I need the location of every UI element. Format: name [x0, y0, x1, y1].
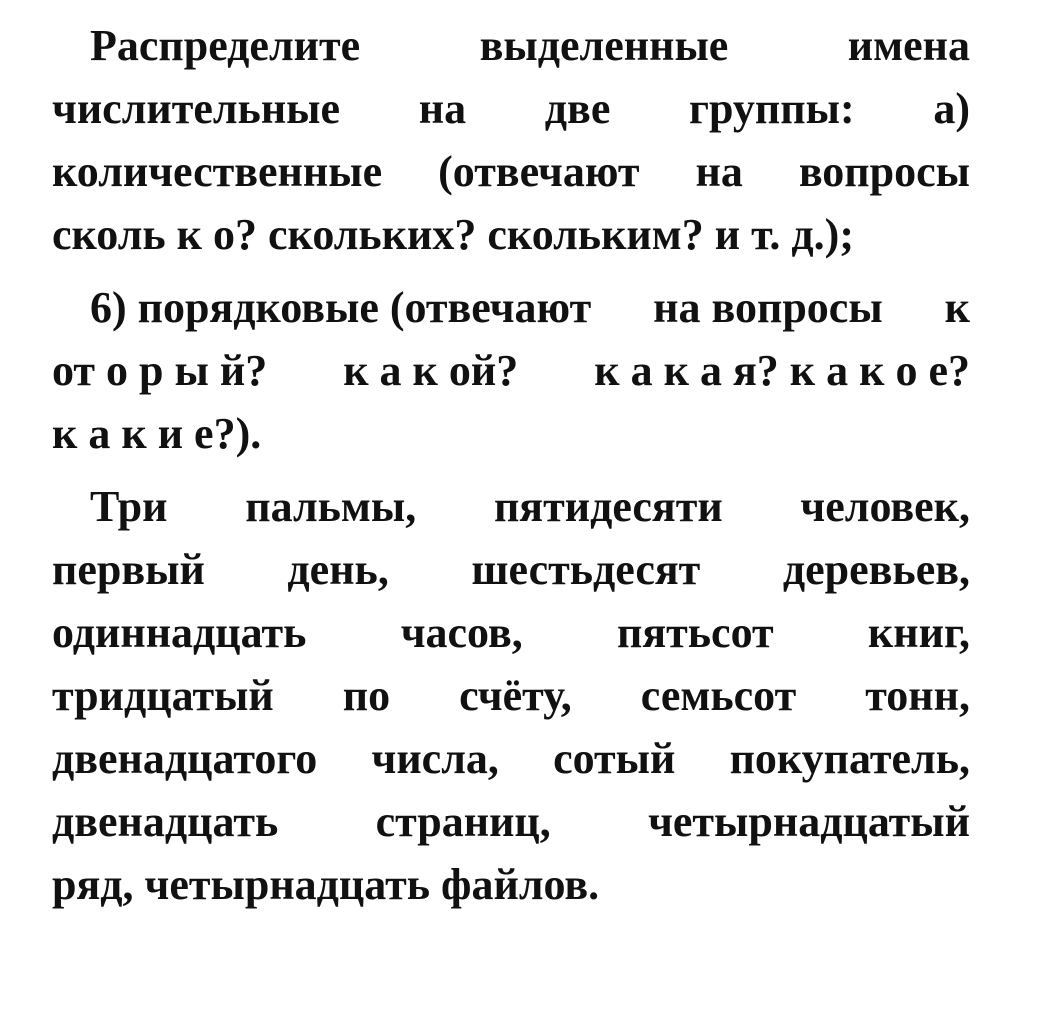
text-line	[52, 203, 970, 266]
word: тонн,	[865, 671, 970, 720]
word: тридцатый	[52, 671, 274, 720]
word: на	[418, 84, 467, 133]
text-line	[52, 664, 970, 727]
word: вопросы	[798, 147, 970, 196]
word: деревьев,	[782, 545, 970, 594]
word: Распределите	[90, 21, 361, 70]
text-line	[52, 339, 970, 402]
word: к	[944, 283, 970, 332]
word: часов,	[400, 608, 523, 657]
paragraph-ordinal	[52, 276, 970, 465]
word: одиннадцать	[52, 608, 307, 657]
word: пятьсот	[617, 608, 774, 657]
text-line	[52, 77, 970, 140]
word: (отвечают	[438, 147, 640, 196]
word: сотый	[553, 734, 676, 783]
word: по	[342, 671, 391, 720]
word: первый	[52, 545, 205, 594]
text-line	[52, 475, 970, 538]
word: шестьдесят	[471, 545, 701, 594]
word: на	[695, 147, 743, 196]
line-text: к а к и е?).	[52, 409, 262, 458]
paragraph-task	[52, 14, 970, 266]
text-line	[52, 790, 970, 853]
word: счёту,	[459, 671, 572, 720]
text-line	[52, 14, 970, 77]
word: группы:	[689, 84, 855, 133]
word: страниц,	[375, 797, 551, 846]
word: количественные	[52, 147, 383, 196]
word: книг,	[867, 608, 970, 657]
word: имена	[847, 21, 970, 70]
text-line	[52, 853, 970, 916]
text-line	[52, 402, 970, 465]
word: а)	[933, 84, 970, 133]
word: день,	[287, 545, 389, 594]
text-line	[52, 601, 970, 664]
word: выделенные	[479, 21, 729, 70]
paragraph-words	[52, 475, 970, 916]
word: к а к ой?	[343, 346, 519, 395]
word: покупатель,	[729, 734, 970, 783]
word: семьсот	[640, 671, 797, 720]
word: две	[544, 84, 611, 133]
word: пятидесяти	[493, 482, 723, 531]
word: 6) порядковые (отвечают	[90, 283, 592, 332]
word: от о р ы й?	[52, 346, 268, 395]
word: к а к а я? к а к о е?	[594, 346, 970, 395]
line-text: ряд, четырнадцать файлов.	[52, 860, 600, 909]
text-line	[52, 727, 970, 790]
text-line	[52, 140, 970, 203]
word: числительные	[52, 84, 341, 133]
word: четырнадцатый	[648, 797, 970, 846]
text-line	[52, 276, 970, 339]
line-text: сколь к о? скольких? скольким? и т. д.);	[52, 210, 854, 259]
word: на вопросы	[653, 283, 883, 332]
word: двенадцать	[52, 797, 279, 846]
text-line	[52, 538, 970, 601]
word: пальмы,	[245, 482, 417, 531]
word: человек,	[800, 482, 970, 531]
word: Три	[90, 482, 168, 531]
word: числа,	[371, 734, 499, 783]
word: двенадцатого	[52, 734, 318, 783]
document-body	[52, 14, 970, 916]
